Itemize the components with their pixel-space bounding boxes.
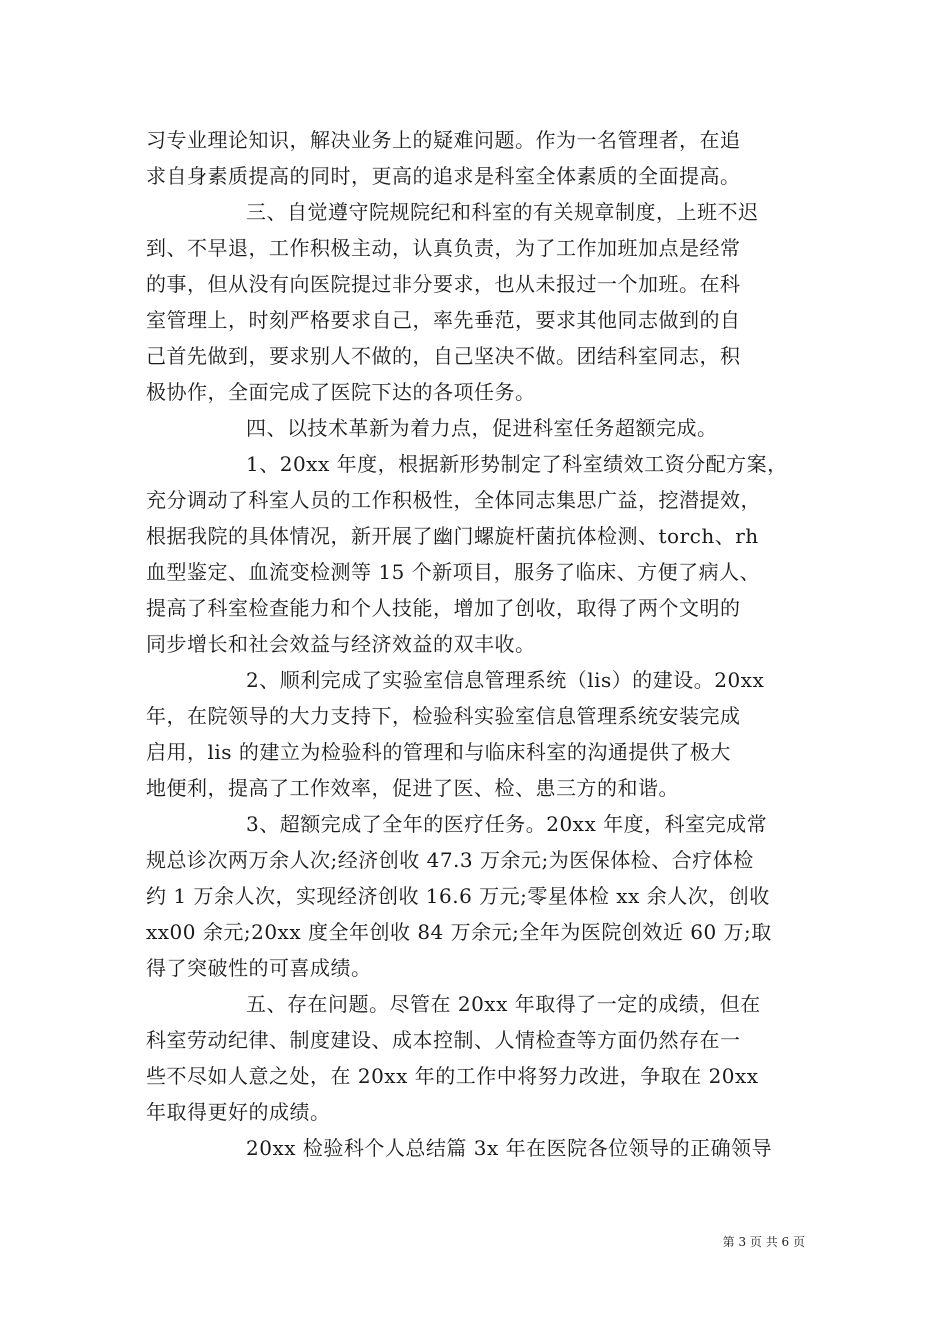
text-line: 3、超额完成了全年的医疗任务。20xx 年度，科室完成常 bbox=[246, 812, 768, 836]
text-line: 些不尽如人意之处，在 20xx 年的工作中将努力改进，争取在 20xx bbox=[146, 1064, 759, 1088]
text-line: 约 1 万余人次，实现经济创收 16.6 万元;零星体检 xx 余人次，创收 bbox=[146, 884, 770, 908]
text-line: 1、20xx 年度，根据新形势制定了科室绩效工资分配方案， bbox=[246, 452, 788, 476]
text-line: 年，在院领导的大力支持下，检验科实验室信息管理系统安装完成 bbox=[146, 704, 741, 728]
text-line: 启用，lis 的建立为检验科的管理和与临床科室的沟通提供了极大 bbox=[146, 740, 731, 764]
text-line: 年取得更好的成绩。 bbox=[146, 1100, 331, 1124]
text-line: 的事，但从没有向医院提过非分要求，也从未报过一个加班。在科 bbox=[146, 272, 741, 296]
text-line: 求自身素质提高的同时，更高的追求是科室全体素质的全面提高。 bbox=[146, 164, 741, 188]
text-line: 20xx 检验科个人总结篇 3x 年在医院各位领导的正确领导 bbox=[246, 1136, 773, 1160]
text-line: 提高了科室检查能力和个人技能，增加了创收，取得了两个文明的 bbox=[146, 596, 741, 620]
text-line: xx00 余元;20xx 度全年创收 84 万余元;全年为医院创效近 60 万;取 bbox=[146, 920, 772, 944]
text-line: 习专业理论知识，解决业务上的疑难问题。作为一名管理者，在追 bbox=[146, 128, 741, 152]
text-line: 规总诊次两万余人次;经济创收 47.3 万余元;为医保体检、合疗体检 bbox=[146, 848, 754, 872]
text-line: 极协作，全面完成了医院下达的各项任务。 bbox=[146, 380, 536, 404]
page-number-footer: 第 3 页 共 6 页 bbox=[722, 1235, 805, 1249]
text-line: 室管理上，时刻严格要求自己，率先垂范，要求其他同志做到的自 bbox=[146, 308, 741, 332]
text-line: 五、存在问题。尽管在 20xx 年取得了一定的成绩，但在 bbox=[246, 992, 761, 1016]
text-line: 地便利，提高了工作效率，促进了医、检、患三方的和谐。 bbox=[146, 776, 679, 800]
text-line: 三、自觉遵守院规院纪和科室的有关规章制度，上班不迟 bbox=[246, 200, 759, 224]
text-line: 充分调动了科室人员的工作积极性，全体同志集思广益，挖潜提效， bbox=[146, 488, 761, 512]
text-line: 同步增长和社会效益与经济效益的双丰收。 bbox=[146, 632, 536, 656]
text-line: 根据我院的具体情况，新开展了幽门螺旋杆菌抗体检测、torch、rh bbox=[146, 524, 759, 548]
text-line: 科室劳动纪律、制度建设、成本控制、人情检查等方面仍然存在一 bbox=[146, 1028, 741, 1052]
text-line: 四、以技术革新为着力点，促进科室任务超额完成。 bbox=[246, 416, 718, 440]
text-line: 血型鉴定、血流变检测等 15 个新项目，服务了临床、方便了病人、 bbox=[146, 560, 761, 584]
text-line: 得了突破性的可喜成绩。 bbox=[146, 956, 372, 980]
text-line: 己首先做到，要求别人不做的，自己坚决不做。团结科室同志，积 bbox=[146, 344, 741, 368]
text-line: 2、顺利完成了实验室信息管理系统（lis）的建设。20xx bbox=[246, 668, 765, 692]
text-line: 到、不早退，工作积极主动，认真负责，为了工作加班加点是经常 bbox=[146, 236, 741, 260]
